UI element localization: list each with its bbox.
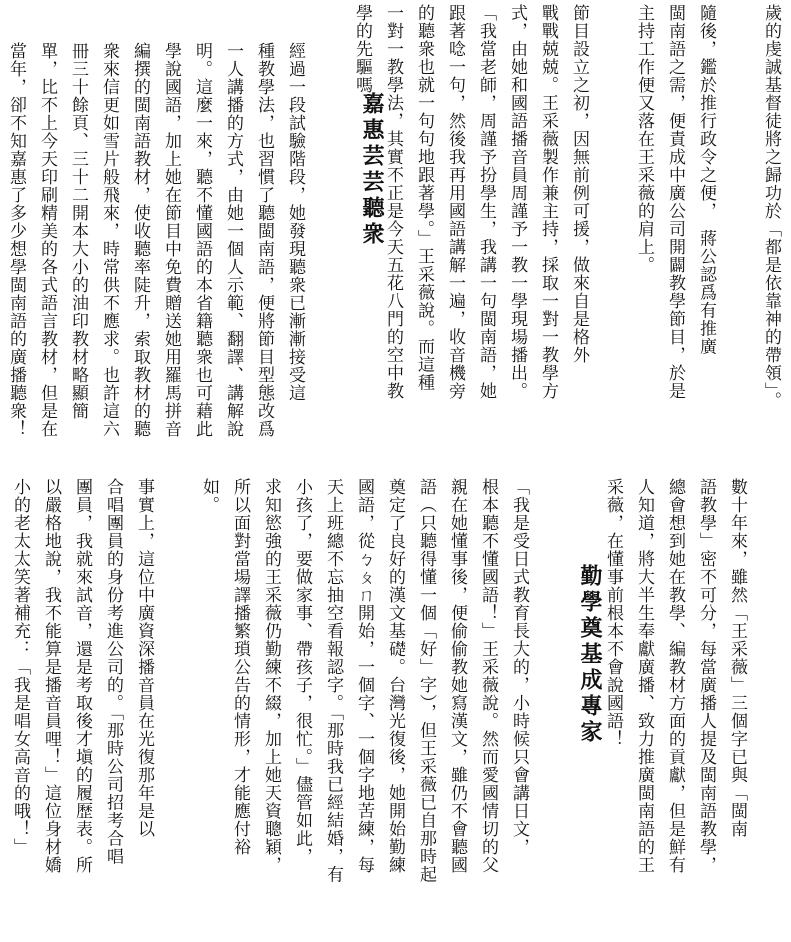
text-column: 的聽衆也就一句句地跟著學。」王采薇說。而這種 <box>414 4 434 392</box>
text-column: 所以面對當場譯播繁瑣公告的情形，才能應付裕 <box>230 478 250 856</box>
text-column: 小的老太太笑著補充：「我是唱女高音的哦！」 <box>10 478 30 856</box>
text-column: 「我是受日式教育長大的，小時候只會講日文， <box>509 478 529 856</box>
section-heading: 勤學奠基成專家 <box>577 564 602 746</box>
text-column: 總會想到她在教學、編教材方面的貢獻，但是鮮有 <box>665 478 685 874</box>
text-column: 式，由她和國語播音員周謹予一教一學現場播出。 <box>507 4 527 400</box>
text-column: 語（只聽得懂一個「好」字），但王采薇已自那時起 <box>416 478 436 884</box>
text-column: 奠定了良好的漢文基礎。台灣光復後，她開始勤練 <box>385 478 405 874</box>
text-column: 閩南語之需，便責成中廣公司開闢教學節目，於是 <box>665 4 685 400</box>
text-column: 以嚴格地說，我不能算是播音員哩！」這位身材嬌 <box>41 478 61 874</box>
text-column: 小孩了，要做家事、帶孩子，很忙。」儘管如此， <box>292 478 312 866</box>
text-column: 衆來信更如雪片般飛來，時常供不應求。也許這六 <box>99 42 119 438</box>
text-column: 根本聽不懂國語！」王采薇說。然而愛國情切的父 <box>478 478 498 874</box>
text-column: 親在她懂事後，便偷偷教她寫漢文，雖仍不會聽國 <box>447 478 467 874</box>
text-column: 合唱團員的身份考進公司的。「那時公司招考合唱 <box>103 478 123 866</box>
text-column: 歲的虔誠基督徒將之歸功於「都是依靠神的帶領」。 <box>761 4 781 410</box>
text-column: 編撰的閩南語教材，使收聽率陡升，索取教材的聽 <box>130 42 150 438</box>
text-column: 冊三十餘頁、三十二開本大小的油印教材略顯簡 <box>68 42 88 420</box>
text-column: 節目設立之初，因無前例可援，做來自是格外 <box>569 4 589 364</box>
text-column: 求知慾強的王采薇仍勤練不綴，加上她天資聰穎， <box>261 478 281 874</box>
text-column: 人知道，將大半生奉獻廣播、致力推廣閩南語的王 <box>634 478 654 874</box>
text-column: 一對一教學法，其實不正是今天五花八門的空中教 <box>383 4 403 400</box>
text-column: 單，比不上今天印刷精美的各式語言教材，但是在 <box>37 42 57 438</box>
text-column: 學的先驅嗎？ <box>352 4 372 112</box>
text-column: 戰戰兢兢。王采薇製作兼主持，採取一對一教學方 <box>538 4 558 400</box>
text-column: 國語，從ㄅㄆㄇ開始，一個字、一個字地苦練，每 <box>354 478 374 874</box>
text-column: 如。 <box>199 478 219 514</box>
article-column-block-bottom-right <box>603 478 786 936</box>
text-column: 「我當老師，周謹予扮學生，我講一句閩南語，她 <box>476 4 496 400</box>
text-column: 主持工作便又落在王采薇的肩上。 <box>634 4 654 274</box>
section-heading: 嘉惠芸芸聽衆 <box>359 92 384 248</box>
section-divider <box>0 470 791 471</box>
text-column: 團員，我就來試音，還是考取後才塡的履歷表。所 <box>72 478 92 874</box>
text-column: 數十年來，雖然「王采薇」三個字已與「閩南 <box>727 478 747 838</box>
text-column: 采薇，在懂事前根本不會說國語！ <box>603 478 623 748</box>
text-column: 學說國語，加上她在節目中免費贈送她用羅馬拼音 <box>161 42 181 438</box>
text-column: 明。這麼一來，聽不懂國語的本省籍聽衆也可藉此 <box>192 42 212 438</box>
article-column-block-bottom-left <box>4 478 534 936</box>
article-column-block-top-left <box>6 42 344 462</box>
text-column: 經過一段試驗階段，她發現聽衆已漸漸接受這 <box>285 42 305 402</box>
text-column: 事實上，這位中廣資深播音員在光復那年是以 <box>134 478 154 838</box>
text-column: 天上班總不忘抽空看報認字。「那時我已經結婚，有 <box>323 478 343 884</box>
text-column: 當年，卻不知嘉惠了多少想學閩南語的廣播聽衆！ <box>6 42 26 438</box>
text-column: 隨後，鑑於推行政令之便， 蔣公認爲有推廣 <box>696 4 716 356</box>
text-column: 語教學」密不可分，每當廣播人提及閩南語教學， <box>696 478 716 874</box>
text-column: 種教學法，也習慣了聽閩南語，便將節目型態改爲 <box>254 42 274 438</box>
text-column: 跟著唸一句，然後我再用國語講解一遍，收音機旁 <box>445 4 465 400</box>
text-column: 一人講播的方式，由她一個人示範、翻譯、講解說 <box>223 42 243 438</box>
